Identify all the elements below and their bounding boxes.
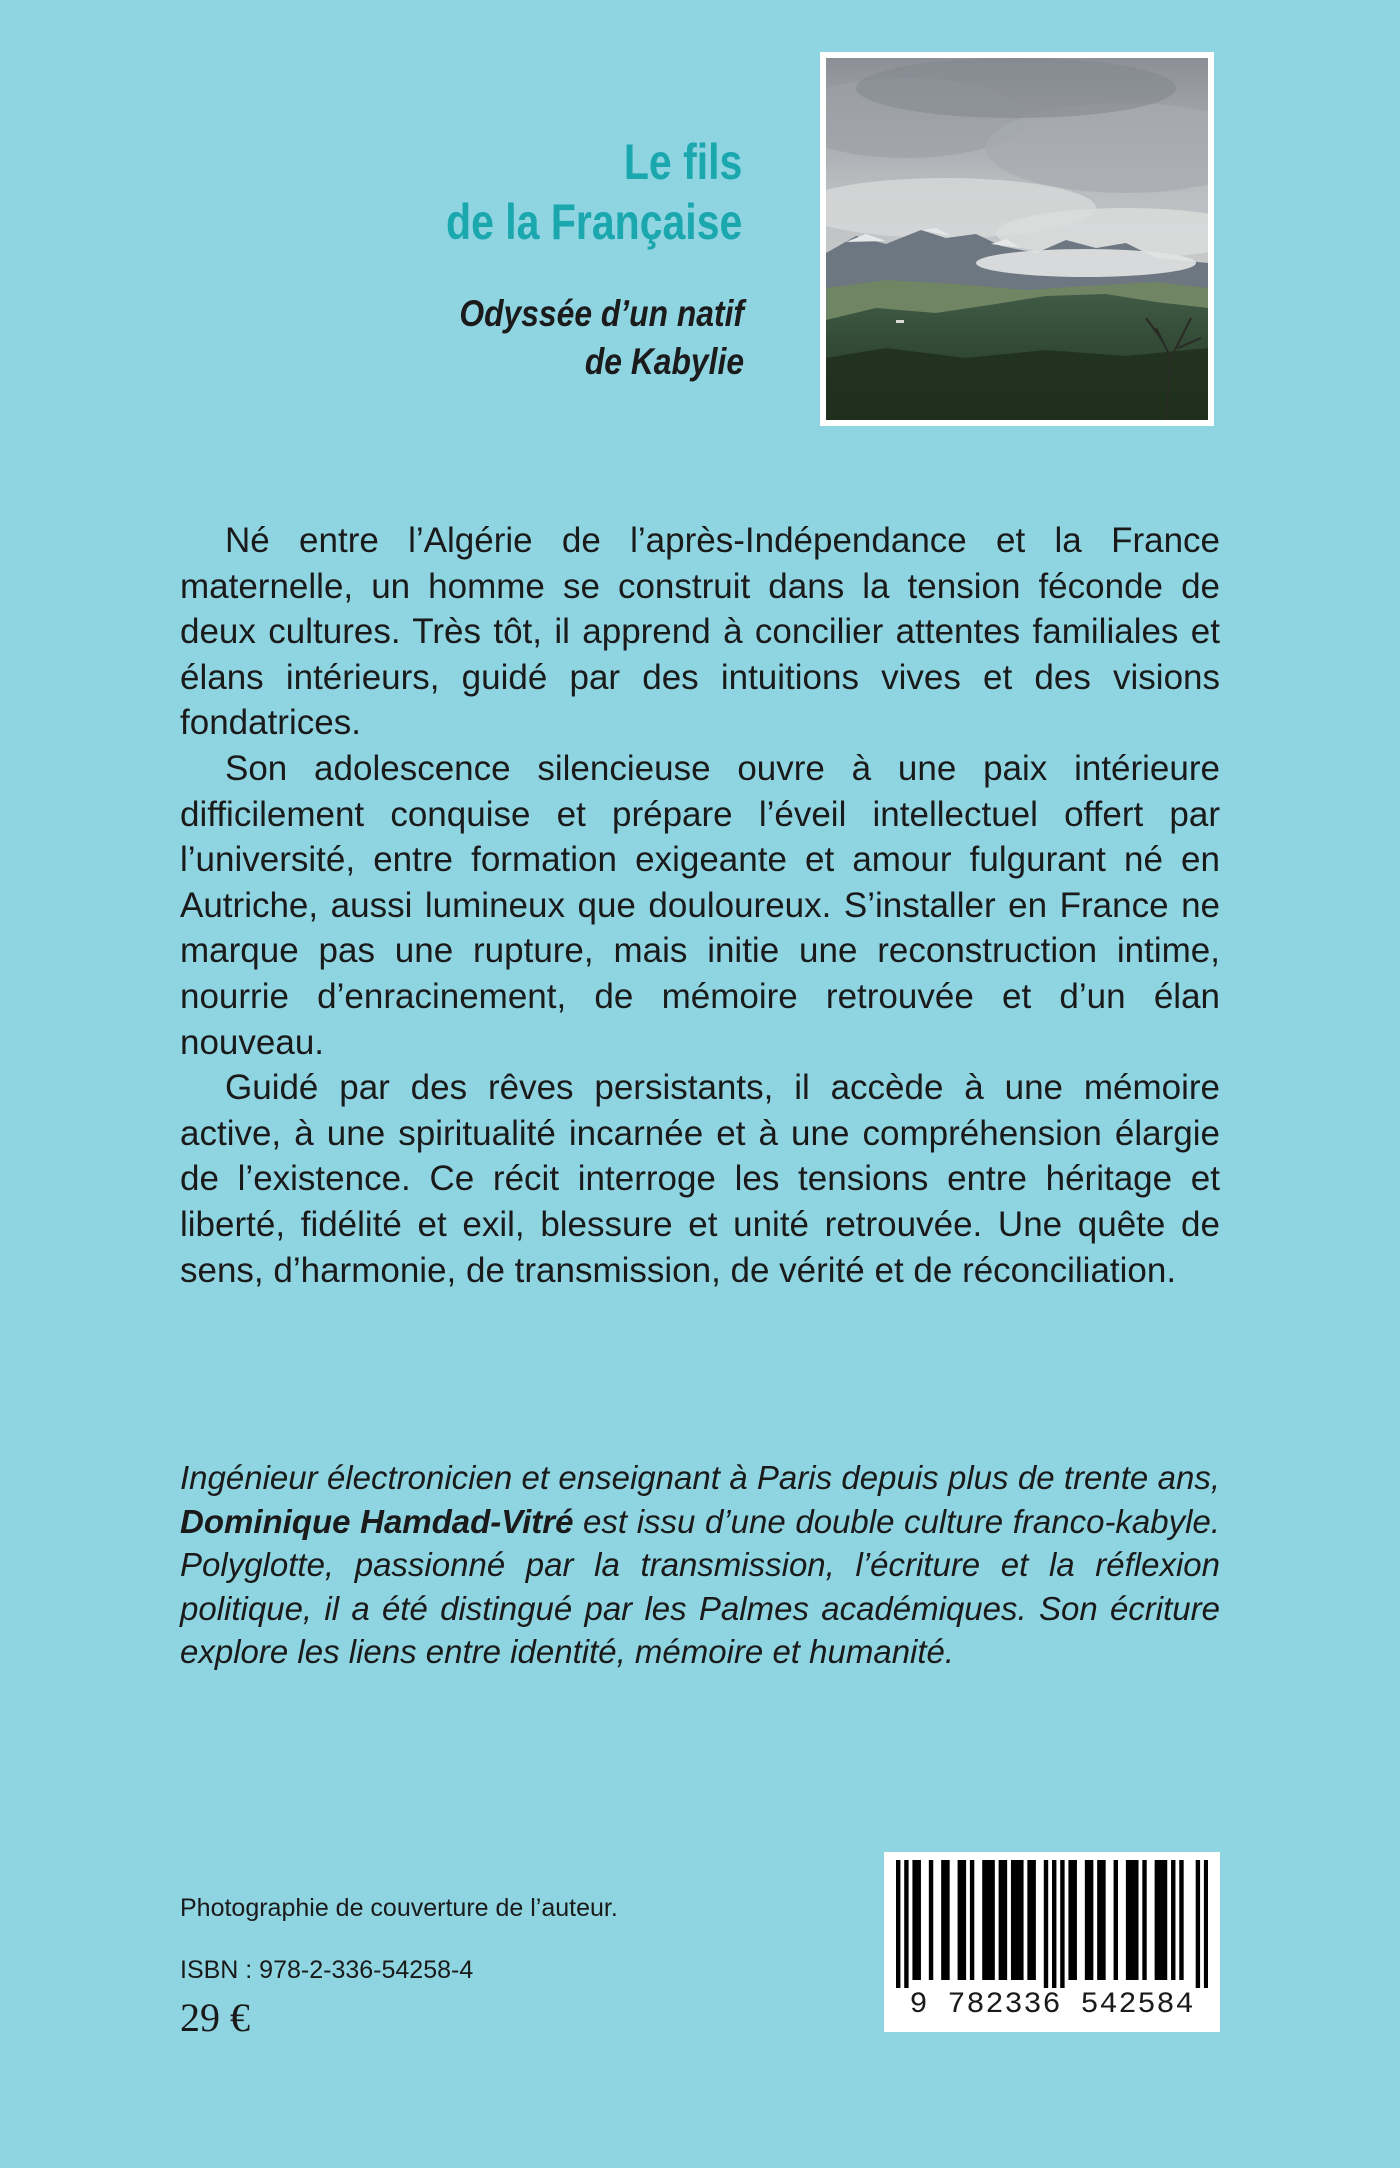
barcode-bar [1114, 1860, 1118, 1980]
blurb-paragraph: Né entre l’Algérie de l’après-Indépendance et la France maternelle, un homme se construit dans la tension féconde de deux cultures. Très tôt, il apprend à concilier attentes familiales et élans intérieurs, guidé par des intuitions vives et des visions fondatrices. [180, 521, 1220, 743]
barcode-bars-icon [896, 1860, 1208, 1988]
barcode-bar [982, 1860, 986, 1980]
barcode-bar [1003, 1860, 1007, 1980]
barcode-bar [1130, 1860, 1134, 1980]
author-bio-text [180, 1456, 1220, 1674]
book-title-line1: Le fils [623, 134, 742, 190]
author-name: Dominique Hamdad-Vitré [180, 1502, 574, 1540]
barcode-bar [1204, 1860, 1208, 1988]
barcode-bar [1060, 1860, 1064, 1988]
barcode [884, 1852, 1220, 2032]
barcode-bar [1031, 1860, 1035, 1980]
barcode-bar [999, 1860, 1003, 1980]
barcode-bar [1011, 1860, 1015, 1980]
barcode-bar [1027, 1860, 1031, 1980]
photo-credit: Photographie de couverture de l’auteur. [180, 1894, 618, 1922]
isbn: ISBN : 978-2-336-54258-4 [180, 1956, 474, 1984]
barcode-bar [1073, 1860, 1077, 1980]
book-subtitle-line1: Odyssée d’un natif [459, 293, 744, 334]
barcode-bar [904, 1860, 908, 1988]
author-bio [180, 1456, 1220, 1674]
cover-photo [820, 52, 1214, 426]
blurb-paragraph: Son adolescence silencieuse ouvre à une paix intérieure difficilement conquise et prépare l’éveil intellectuel offert par l’université, entre formation exigeante et amour fulgurant né en Autriche, aussi lumineux que douloureux. S’installer en France ne marque pas une rupture, mais initie une reconstruction intime, nourrie d’enracinement, de mémoire retrouvée et d’un élan nouveau. [180, 748, 1220, 1062]
barcode-bar [1155, 1860, 1159, 1980]
barcode-bar [1159, 1860, 1163, 1980]
barcode-bar [962, 1860, 966, 1980]
price: 29 € [180, 1995, 250, 2040]
barcode-bar [1134, 1860, 1138, 1980]
barcode-bar [1142, 1860, 1146, 1980]
barcode-number: 9 782336 542584 [909, 1988, 1195, 2022]
barcode-bar [1163, 1860, 1167, 1980]
barcode-bar [1126, 1860, 1130, 1980]
barcode-bar [986, 1860, 990, 1980]
barcode-bar [1068, 1860, 1072, 1980]
barcode-bar [1085, 1860, 1089, 1980]
barcode-bar [912, 1860, 916, 1980]
barcode-bar [1019, 1860, 1023, 1980]
barcode-bar [917, 1860, 921, 1980]
barcode-bar [1101, 1860, 1105, 1980]
book-title [446, 132, 742, 252]
blurb-paragraph: Guidé par des rêves persistants, il accède à une mémoire active, à une spiritualité incarnée et à une compréhension élargie de l’existence. Ce récit interroge les tensions entre héritage et liberté, fidélité et exil, blessure et unité retrouvée. Une quête de sens, d’harmonie, de transmission, de vérité et de réconciliation. [180, 1068, 1220, 1290]
bio-after-name: est issu d’une double culture franco-kabyle. Polyglotte, passionné par la transmission, l’écriture et la réflexion politique, il a été distingué par les Palmes académiques. Son écriture explore les liens entre identité, mémoire et humanité. [180, 1502, 1220, 1670]
barcode-bar [1089, 1860, 1093, 1980]
barcode-bar [1171, 1860, 1175, 1980]
barcode-bar [1196, 1860, 1200, 1988]
book-subtitle [459, 290, 744, 386]
barcode-bar [1097, 1860, 1101, 1980]
barcode-bar [1179, 1860, 1183, 1980]
barcode-bar [958, 1860, 962, 1980]
back-cover-blurb [180, 518, 1220, 1293]
book-subtitle-line2: de Kabylie [584, 341, 744, 382]
barcode-bar [1044, 1860, 1048, 1988]
mountain-landscape-photo [826, 58, 1208, 420]
book-title-line2: de la Française [445, 194, 742, 250]
barcode-bar [945, 1860, 949, 1980]
barcode-bar [1015, 1860, 1019, 1980]
barcode-bar [941, 1860, 945, 1980]
barcode-bar [929, 1860, 933, 1980]
barcode-bar [990, 1860, 994, 1980]
barcode-bar [970, 1860, 974, 1980]
bio-before-name: Ingénieur électronicien et enseignant à Paris depuis plus de trente ans, [180, 1459, 1220, 1496]
barcode-bar [896, 1860, 900, 1988]
barcode-bar [1052, 1860, 1056, 1988]
